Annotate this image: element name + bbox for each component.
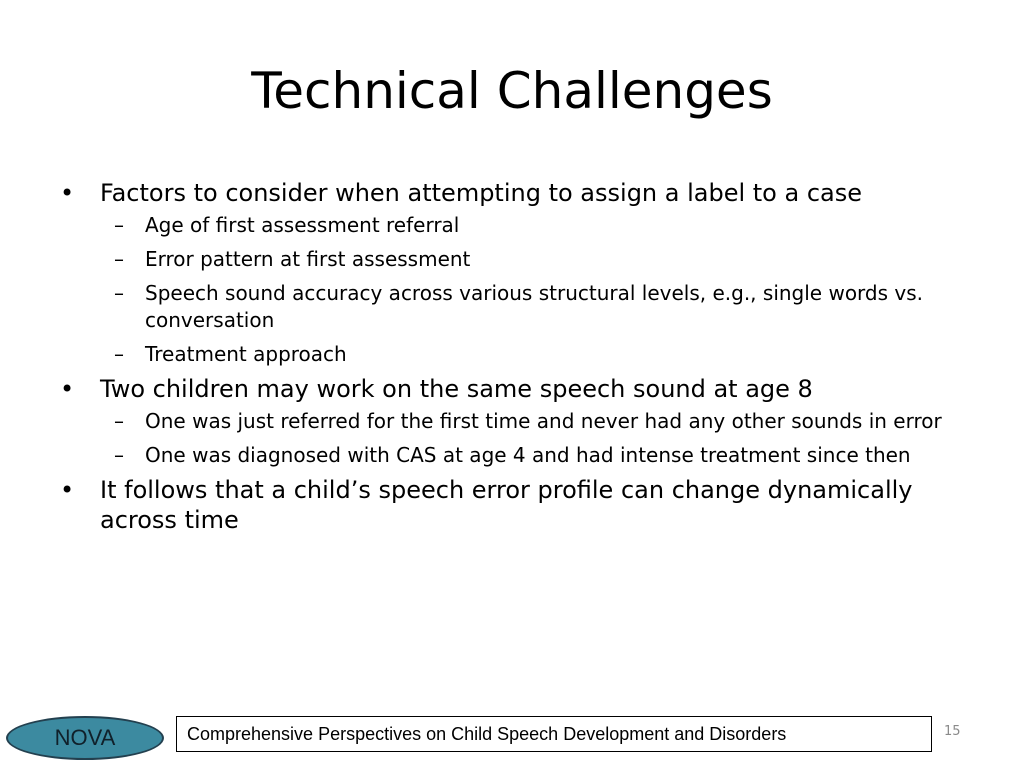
sub-bullet-text: Speech sound accuracy across various structural levels, e.g., single words vs. conversation (145, 281, 924, 332)
bullet-item (60, 374, 970, 469)
bullet-dot-icon: • (60, 179, 75, 207)
dash-icon: – (114, 342, 124, 366)
sub-bullet-item (100, 212, 970, 239)
sub-bullet-text: Treatment approach (145, 342, 347, 366)
dash-icon: – (114, 213, 124, 237)
sub-bullet-item (100, 408, 970, 435)
course-title-box: Comprehensive Perspectives on Child Speech Development and Disorders (176, 716, 932, 752)
sub-bullet-text: Age of first assessment referral (145, 213, 460, 237)
nova-logo: NOVA (6, 716, 164, 760)
sub-bullet-item (100, 246, 970, 273)
dash-icon: – (114, 281, 124, 305)
sub-bullet-list (100, 212, 970, 368)
dash-icon: – (114, 247, 124, 271)
bullet-dot-icon: • (60, 375, 75, 403)
bullet-text: It follows that a child’s speech error profile can change dynamically across time (100, 476, 913, 534)
page-number: 15 (944, 724, 961, 739)
sub-bullet-text: Error pattern at first assessment (145, 247, 471, 271)
sub-bullet-item (100, 341, 970, 368)
bullet-text: Two children may work on the same speech sound at age 8 (100, 375, 813, 403)
sub-bullet-list (100, 408, 970, 469)
sub-bullet-item (100, 280, 970, 334)
sub-bullet-text: One was just referred for the first time and never had any other sounds in error (145, 409, 942, 433)
bullet-list (60, 178, 970, 535)
bullet-item (60, 475, 970, 535)
bullet-text: Factors to consider when attempting to assign a label to a case (100, 179, 862, 207)
slide-footer (0, 712, 1024, 768)
dash-icon: – (114, 443, 124, 467)
slide-title: Technical Challenges (251, 62, 773, 120)
sub-bullet-item (100, 442, 970, 469)
bullet-dot-icon: • (60, 476, 75, 504)
sub-bullet-text: One was diagnosed with CAS at age 4 and had intense treatment since then (145, 443, 911, 467)
bullet-item (60, 178, 970, 368)
dash-icon: – (114, 409, 124, 433)
